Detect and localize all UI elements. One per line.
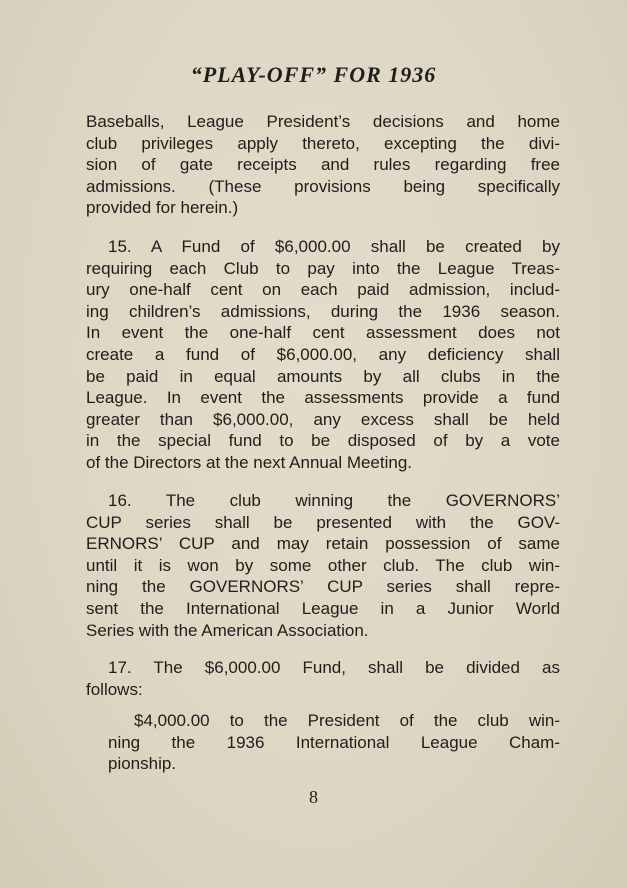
page-number: 8	[309, 787, 318, 807]
text-line: 17. The $6,000.00 Fund, shall be divided as	[108, 658, 560, 677]
text-line: ning the 1936 International League Cham-	[108, 732, 560, 752]
text-line: follows:	[86, 679, 143, 699]
paragraph-17-subitem	[86, 710, 560, 775]
text-line: in the special fund to be disposed of by a vote	[86, 431, 560, 451]
text-line: League. In event the assessments provide a fund	[86, 388, 560, 408]
text-line: ERNORS’ CUP and may retain possession of same	[86, 534, 560, 554]
text-line: ury one-half cent on each paid admission, includ-	[86, 280, 560, 300]
text-line: pionship.	[108, 754, 177, 774]
paragraph-continued	[86, 111, 560, 219]
text-line: $4,000.00 to the President of the club win-	[134, 711, 560, 730]
text-line: provided for herein.)	[86, 198, 239, 218]
text-line: sent the International League in a Junior World	[86, 598, 560, 618]
text-line: club privileges apply thereto, excepting the divi-	[86, 133, 560, 153]
text-line: ing children’s admissions, during the 1936 season.	[86, 301, 560, 321]
text-line: 15. A Fund of $6,000.00 shall be created by	[108, 237, 560, 256]
paragraph-17	[86, 657, 560, 700]
text-line: until it is won by some other club. The club win-	[86, 555, 560, 575]
text-line: greater than $6,000.00, any excess shall be held	[86, 409, 560, 429]
text-line: Series with the American Association.	[86, 620, 369, 640]
text-line: create a fund of $6,000.00, any deficiency shall	[86, 344, 560, 364]
text-line: 16. The club winning the GOVERNORS’	[108, 491, 560, 510]
text-line: sion of gate receipts and rules regarding free	[86, 155, 560, 175]
paragraph-15	[86, 236, 560, 474]
text-line: ning the GOVERNORS’ CUP series shall repre-	[86, 577, 560, 597]
paragraph-16	[86, 490, 560, 641]
text-line: CUP series shall be presented with the GOV-	[86, 512, 560, 532]
text-line: Baseballs, League President’s decisions and home	[86, 112, 560, 131]
text-line: of the Directors at the next Annual Meeting.	[86, 452, 413, 472]
page-title: “PLAY-OFF” FOR 1936	[190, 62, 437, 87]
text-line: admissions. (These provisions being specifically	[86, 176, 560, 196]
text-line: In event the one-half cent assessment does not	[86, 323, 560, 343]
text-line: requiring each Club to pay into the League Treas-	[86, 258, 560, 278]
text-line: be paid in equal amounts by all clubs in the	[86, 366, 560, 386]
